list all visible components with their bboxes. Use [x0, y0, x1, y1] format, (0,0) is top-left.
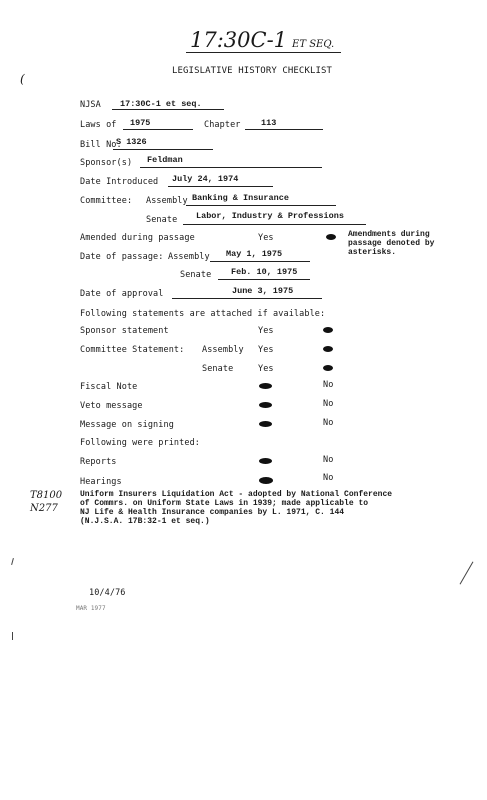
passage-senate-label: Senate [180, 270, 212, 280]
committee-statement-assembly-check-mark [323, 346, 333, 352]
fiscal-note-no: No [323, 380, 334, 390]
hearings-label: Hearings [80, 477, 122, 487]
date-of-passage-label: Date of passage: [80, 252, 164, 262]
amended-note-line3: asterisks. [348, 248, 397, 257]
passage-assembly-value: May 1, 1975 [226, 249, 283, 259]
reports-no: No [323, 455, 334, 465]
reports-label: Reports [80, 457, 117, 467]
committee-statement-assembly-yes: Yes [258, 345, 274, 355]
date-introduced-line [168, 186, 273, 187]
remarks-line1: Uniform Insurers Liquidation Act - adopted by National Conference [80, 490, 393, 499]
laws-of-line [123, 129, 193, 130]
committee-label: Committee: [80, 196, 133, 206]
committee-statement-label: Committee Statement: [80, 345, 185, 355]
stray-mark-left-low [12, 632, 13, 640]
chapter-line [245, 129, 323, 130]
sponsor-statement-check-mark [323, 327, 333, 333]
committee-statement-senate-label: Senate [202, 364, 234, 374]
committee-assembly-line [186, 205, 336, 206]
amended-check-mark [326, 234, 336, 240]
handwritten-title: 17:30C-1 ET SEQ. [190, 28, 335, 52]
page-title: LEGISLATIVE HISTORY CHECKLIST [172, 66, 333, 76]
statements-heading: Following statements are attached if available: [80, 309, 326, 319]
njsa-line [112, 109, 224, 110]
hearings-check-mark [259, 477, 273, 484]
date-of-approval-label: Date of approval [80, 289, 164, 299]
footer-stamp: MAR 1977 [76, 605, 106, 612]
margin-note-line2: N277 [30, 503, 58, 514]
date-introduced-label: Date Introduced [80, 177, 159, 187]
fiscal-note-label: Fiscal Note [80, 382, 138, 392]
bill-no-line [113, 149, 213, 150]
date-of-approval-value: June 3, 1975 [232, 286, 294, 296]
sponsors-label: Sponsor(s) [80, 158, 133, 168]
stray-mark-left-mid [11, 558, 14, 565]
amended-note-line2: passage denoted by [348, 239, 435, 248]
veto-message-no: No [323, 399, 334, 409]
passage-senate-value: Feb. 10, 1975 [231, 267, 298, 277]
remarks-line2: of Commrs. on Uniform State Laws in 1939; made applicable to [80, 499, 369, 508]
reports-check-mark [259, 458, 272, 464]
message-on-signing-no: No [323, 418, 334, 428]
sponsor-statement-yes: Yes [258, 326, 274, 336]
hearings-no: No [323, 473, 334, 483]
passage-senate-line [218, 279, 310, 280]
veto-message-label: Veto message [80, 401, 143, 411]
handwritten-suffix: ET SEQ. [292, 39, 335, 50]
margin-note-line1: T8100 [30, 490, 63, 501]
bill-no-value: S 1326 [116, 137, 147, 147]
date-introduced-value: July 24, 1974 [172, 174, 239, 184]
remarks-line4: (N.J.S.A. 17B:32-1 et seq.) [80, 517, 210, 526]
amended-label: Amended during passage [80, 233, 195, 243]
bill-no-label: Bill No. [80, 140, 122, 150]
committee-senate-label: Senate [146, 215, 178, 225]
date-of-approval-line [172, 298, 322, 299]
sponsors-line [140, 167, 322, 168]
committee-statement-senate-check-mark [323, 365, 333, 371]
committee-assembly-label: Assembly [146, 196, 188, 206]
passage-assembly-line [210, 261, 310, 262]
committee-statement-senate-yes: Yes [258, 364, 274, 374]
remarks-line3: NJ Life & Health Insurance companies by L. 1971, C. 144 [80, 508, 345, 517]
veto-message-check-mark [259, 402, 272, 408]
message-on-signing-label: Message on signing [80, 420, 174, 430]
njsa-value: 17:30C-1 et seq. [120, 99, 202, 109]
chapter-label: Chapter [204, 120, 241, 130]
sponsors-value: Feldman [147, 155, 183, 165]
footer-date: 10/4/76 [89, 588, 126, 598]
message-on-signing-check-mark [259, 421, 272, 427]
stray-mark-right [460, 561, 474, 584]
njsa-label: NJSA [80, 100, 101, 110]
committee-statement-assembly-label: Assembly [202, 345, 244, 355]
sponsor-statement-label: Sponsor statement [80, 326, 169, 336]
committee-senate-value: Labor, Industry & Professions [196, 211, 344, 221]
fiscal-note-check-mark [259, 383, 272, 389]
amended-note-line1: Amendments during [348, 230, 430, 239]
passage-assembly-label: Assembly [168, 252, 210, 262]
laws-of-value: 1975 [130, 118, 151, 128]
laws-of-label: Laws of [80, 120, 117, 130]
amended-yes: Yes [258, 233, 274, 243]
stray-mark-left: ( [20, 72, 25, 86]
chapter-value: 113 [261, 118, 277, 128]
title-underline [186, 52, 341, 53]
printed-heading: Following were printed: [80, 438, 201, 448]
committee-senate-line [183, 224, 366, 225]
committee-assembly-value: Banking & Insurance [192, 193, 289, 203]
